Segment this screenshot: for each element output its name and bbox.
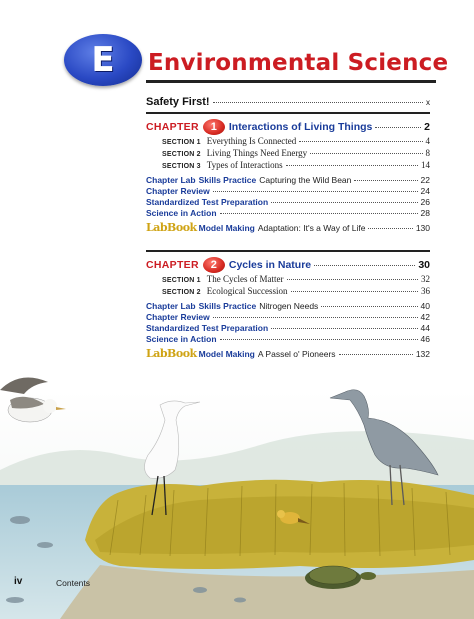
review-page: 42: [420, 312, 430, 322]
unit-title: Environmental Science: [148, 50, 449, 76]
test-label: Standardized Test Preparation: [146, 197, 269, 207]
labbook-title: A Passel o' Pioneers: [257, 349, 336, 359]
leader-dots: [213, 191, 418, 192]
toc-chapter-1[interactable]: [146, 119, 430, 135]
section-title: Living Things Need Energy: [206, 148, 308, 158]
leader-dots: [271, 202, 417, 203]
leader-dots: [299, 141, 422, 142]
page-number: iv: [14, 576, 23, 587]
action-label: Science in Action: [146, 208, 217, 218]
toc-section[interactable]: [162, 136, 430, 146]
test-page: 26: [420, 197, 430, 207]
test-page: 44: [420, 323, 430, 333]
lab-page: 40: [420, 301, 430, 311]
lab-kind: Skills Practice: [198, 301, 257, 311]
toc-section[interactable]: [162, 148, 430, 158]
labbook-kind: Model Making: [198, 349, 255, 359]
leader-dots: [314, 265, 415, 266]
toc-science-action[interactable]: [146, 208, 430, 218]
section-divider: [146, 250, 430, 252]
labbook-logo: LabBook: [146, 221, 197, 234]
section-title: Ecological Succession: [206, 286, 288, 296]
toc-chapter-lab[interactable]: [146, 175, 430, 185]
toc-section[interactable]: [162, 274, 430, 284]
section-label: SECTION 2: [162, 289, 201, 296]
section-label: SECTION 2: [162, 151, 201, 158]
leader-dots: [271, 328, 417, 329]
chapter-title: Cycles in Nature: [228, 259, 312, 271]
labbook-kind: Model Making: [198, 223, 255, 233]
lab-title: Capturing the Wild Bean: [259, 175, 352, 185]
chapter-page: 2: [424, 121, 430, 133]
lab-label: Chapter Lab: [146, 175, 196, 185]
labbook-page: 130: [415, 223, 430, 233]
lab-kind: Skills Practice: [198, 175, 257, 185]
section-label: SECTION 3: [162, 163, 201, 170]
section-page: 32: [421, 274, 430, 284]
leader-dots: [354, 180, 417, 181]
labbook-page: 132: [415, 349, 430, 359]
section-title: The Cycles of Matter: [206, 274, 284, 284]
leader-dots: [220, 213, 418, 214]
leader-dots: [291, 291, 419, 292]
safety-label: Safety First!: [146, 96, 210, 108]
section-page: 4: [425, 136, 430, 146]
review-label: Chapter Review: [146, 312, 210, 322]
toc-test-prep[interactable]: [146, 323, 430, 333]
section-title: Types of Interactions: [206, 160, 283, 170]
chapter-number-badge: 2: [203, 257, 225, 273]
toc-science-action[interactable]: [146, 334, 430, 344]
toc-section[interactable]: [162, 160, 430, 170]
leader-dots: [375, 127, 421, 128]
section-page: 14: [421, 160, 430, 170]
leader-dots: [321, 306, 417, 307]
unit-badge: [64, 34, 142, 86]
chapter-page: 30: [418, 259, 430, 271]
action-page: 28: [420, 208, 430, 218]
section-divider: [146, 112, 430, 114]
chapter-label: CHAPTER: [146, 121, 199, 133]
leader-dots: [368, 228, 412, 229]
section-page: 36: [421, 286, 430, 296]
title-divider: [146, 80, 436, 83]
action-label: Science in Action: [146, 334, 217, 344]
leader-dots: [286, 165, 418, 166]
toc-chapter-2[interactable]: [146, 257, 430, 273]
section-label: SECTION 1: [162, 139, 201, 146]
action-page: 46: [420, 334, 430, 344]
toc-chapter-review[interactable]: [146, 186, 430, 196]
toc-chapter-lab[interactable]: [146, 301, 430, 311]
lab-label: Chapter Lab: [146, 301, 196, 311]
chapter-title: Interactions of Living Things: [228, 121, 373, 133]
leader-dots: [339, 354, 413, 355]
review-page: 24: [420, 186, 430, 196]
leader-dots: [287, 279, 419, 280]
unit-letter: E: [91, 40, 115, 80]
toc-safety[interactable]: [146, 96, 430, 108]
leader-dots: [213, 102, 423, 103]
section-title: Everything Is Connected: [206, 136, 297, 146]
leader-dots: [220, 339, 418, 340]
footer-label: Contents: [56, 578, 91, 588]
labbook-title: Adaptation: It's a Way of Life: [257, 223, 366, 233]
leader-dots: [310, 153, 422, 154]
toc-section[interactable]: [162, 286, 430, 296]
lab-title: Nitrogen Needs: [259, 301, 319, 311]
chapter-label: CHAPTER: [146, 259, 199, 271]
section-label: SECTION 1: [162, 277, 201, 284]
toc-chapter-review[interactable]: [146, 312, 430, 322]
chapter-number-badge: 1: [203, 119, 225, 135]
toc-labbook[interactable]: [146, 347, 430, 360]
section-page: 8: [425, 148, 430, 158]
review-label: Chapter Review: [146, 186, 210, 196]
labbook-logo: LabBook: [146, 347, 197, 360]
lab-page: 22: [420, 175, 430, 185]
toc-test-prep[interactable]: [146, 197, 430, 207]
leader-dots: [213, 317, 418, 318]
toc-labbook[interactable]: [146, 221, 430, 234]
test-label: Standardized Test Preparation: [146, 323, 269, 333]
safety-page: x: [426, 98, 430, 107]
